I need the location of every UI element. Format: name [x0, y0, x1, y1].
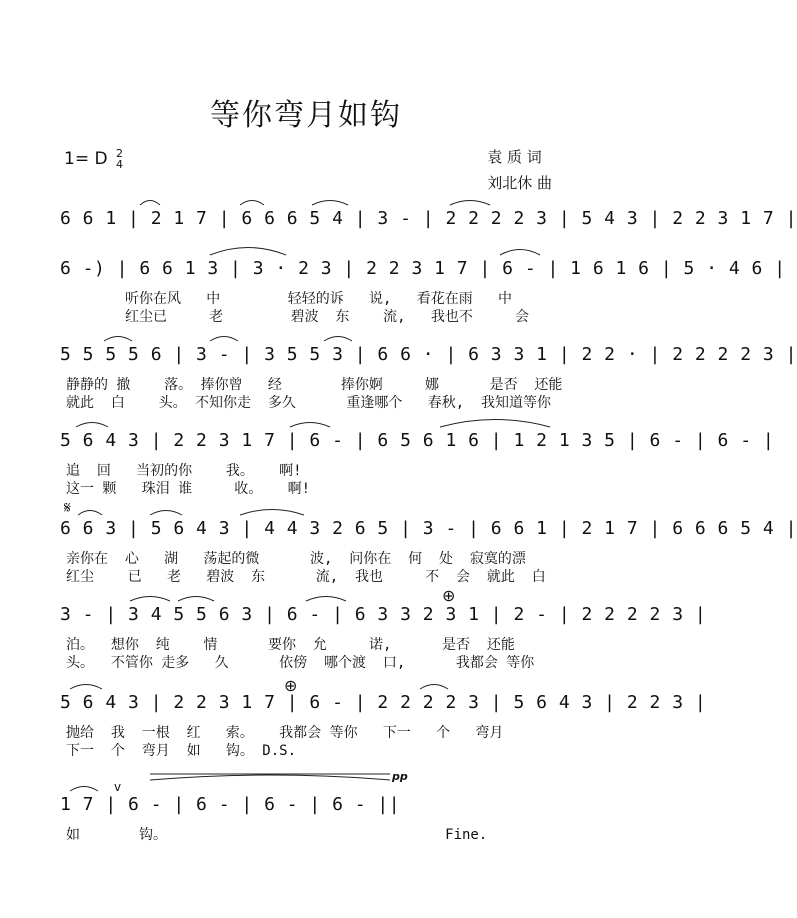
lyric-line-1: 泊。 想你 纯 情 要你 允 诺, 是否 还能 [66, 637, 515, 653]
composer-credit: 刘北休 曲 [487, 174, 552, 192]
key-label: 1= D [64, 149, 108, 169]
key-signature [64, 148, 123, 170]
lyric-line-1: 如 钩。 Fine. [66, 827, 488, 843]
slur [150, 511, 182, 516]
lyric-line-2: 这一 颗 珠泪 谁 收。 啊! [66, 481, 311, 497]
breath-mark: v [114, 780, 122, 794]
slur [420, 685, 448, 690]
slur [500, 250, 540, 256]
meter-bottom: 4 [115, 158, 123, 171]
lyric-line-2: 就此 白 头。 不知你走 多久 重逢哪个 春秋, 我知道等你 [66, 395, 552, 411]
notation-line: 1 7 | 6 - | 6 - | 6 - | 6 - || [60, 794, 401, 815]
lyric-line-1: 静静的 撤 落。 捧你曾 经 捧你婀 娜 是否 还能 [66, 377, 563, 393]
slur [210, 337, 238, 342]
lyric-line-2: 头。 不管你 走多 久 依傍 哪个渡 口, 我都会 等你 [66, 655, 535, 671]
notation-line: 3 - | 3 4 5 5 6 3 | 6 - | 6 3 3 2 3 1 | 2 - | 2 2 2 2 3 | [60, 604, 707, 625]
song-title: 等你弯月如钩 [210, 98, 402, 133]
notation-line: 5 5 5 5 6 | 3 - | 3 5 5 3 | 6 6 · | 6 3 3 1 | 2 2 · | 2 2 2 2 3 | [60, 344, 797, 365]
slur [140, 201, 160, 206]
slur [70, 685, 102, 690]
slur [78, 511, 102, 516]
slur [76, 423, 108, 428]
slur [440, 420, 550, 428]
notation-line: 6 6 3 | 5 6 4 3 | 4 4 3 2 6 5 | 3 - | 6 6 1 | 2 1 7 | 6 6 6 5 4 | [60, 518, 797, 539]
meter-top: 2 [115, 147, 123, 160]
dynamic-mark: pp [392, 770, 408, 783]
coda-mark: ⊕ [442, 586, 456, 605]
slur [150, 775, 390, 780]
slur [324, 337, 352, 342]
slur [130, 597, 170, 602]
notation-line: 5 6 4 3 | 2 2 3 1 7 | 6 - | 6 5 6 1 6 | 1 2 1 3 5 | 6 - | 6 - | [60, 430, 775, 451]
slur [312, 201, 348, 206]
notation-line: 6 -) | 6 6 1 3 | 3 · 2 3 | 2 2 3 1 7 | 6 - | 1 6 1 6 | 5 · 4 6 | [60, 258, 786, 279]
segno-mark: 𝄋 [64, 498, 71, 517]
notation-line: 6 6 1 | 2 1 7 | 6 6 6 5 4 | 3 - | 2 2 2 2 3 | 5 4 3 | 2 2 3 1 7 | [60, 208, 797, 229]
slur [210, 248, 286, 256]
notation-line: 5 6 4 3 | 2 2 3 1 7 | 6 - | 2 2 2 2 3 | 5 6 4 3 | 2 2 3 | [60, 692, 707, 713]
lyric-line-2: 下一 个 弯月 如 钩。 D.S. [66, 743, 297, 759]
time-signature [116, 148, 123, 170]
slur [178, 597, 214, 602]
slur [240, 201, 264, 206]
lyricist-credit: 袁 质 词 [487, 148, 542, 166]
lyric-line-1: 追 回 当初的你 我。 啊! [66, 463, 302, 479]
slur [290, 423, 330, 428]
lyric-line-2: 红尘已 老 碧波 东 流, 我也不 会 [66, 309, 530, 325]
lyric-line-2: 红尘 已 老 碧波 东 流, 我也 不 会 就此 白 [66, 569, 546, 585]
slur [70, 787, 98, 792]
slur [240, 510, 304, 516]
lyric-line-1: 亲你在 心 湖 荡起的微 波, 问你在 何 处 寂寞的漂 [66, 551, 526, 567]
lyric-line-1: 抛给 我 一根 红 索。 我都会 等你 下一 个 弯月 [66, 725, 504, 741]
slur [104, 337, 132, 342]
credits [487, 144, 552, 196]
lyric-line-1: 听你在风 中 轻轻的诉 说, 看花在雨 中 [66, 291, 513, 307]
slur [306, 597, 346, 602]
coda-mark: ⊕ [284, 676, 298, 695]
slur [450, 201, 490, 206]
